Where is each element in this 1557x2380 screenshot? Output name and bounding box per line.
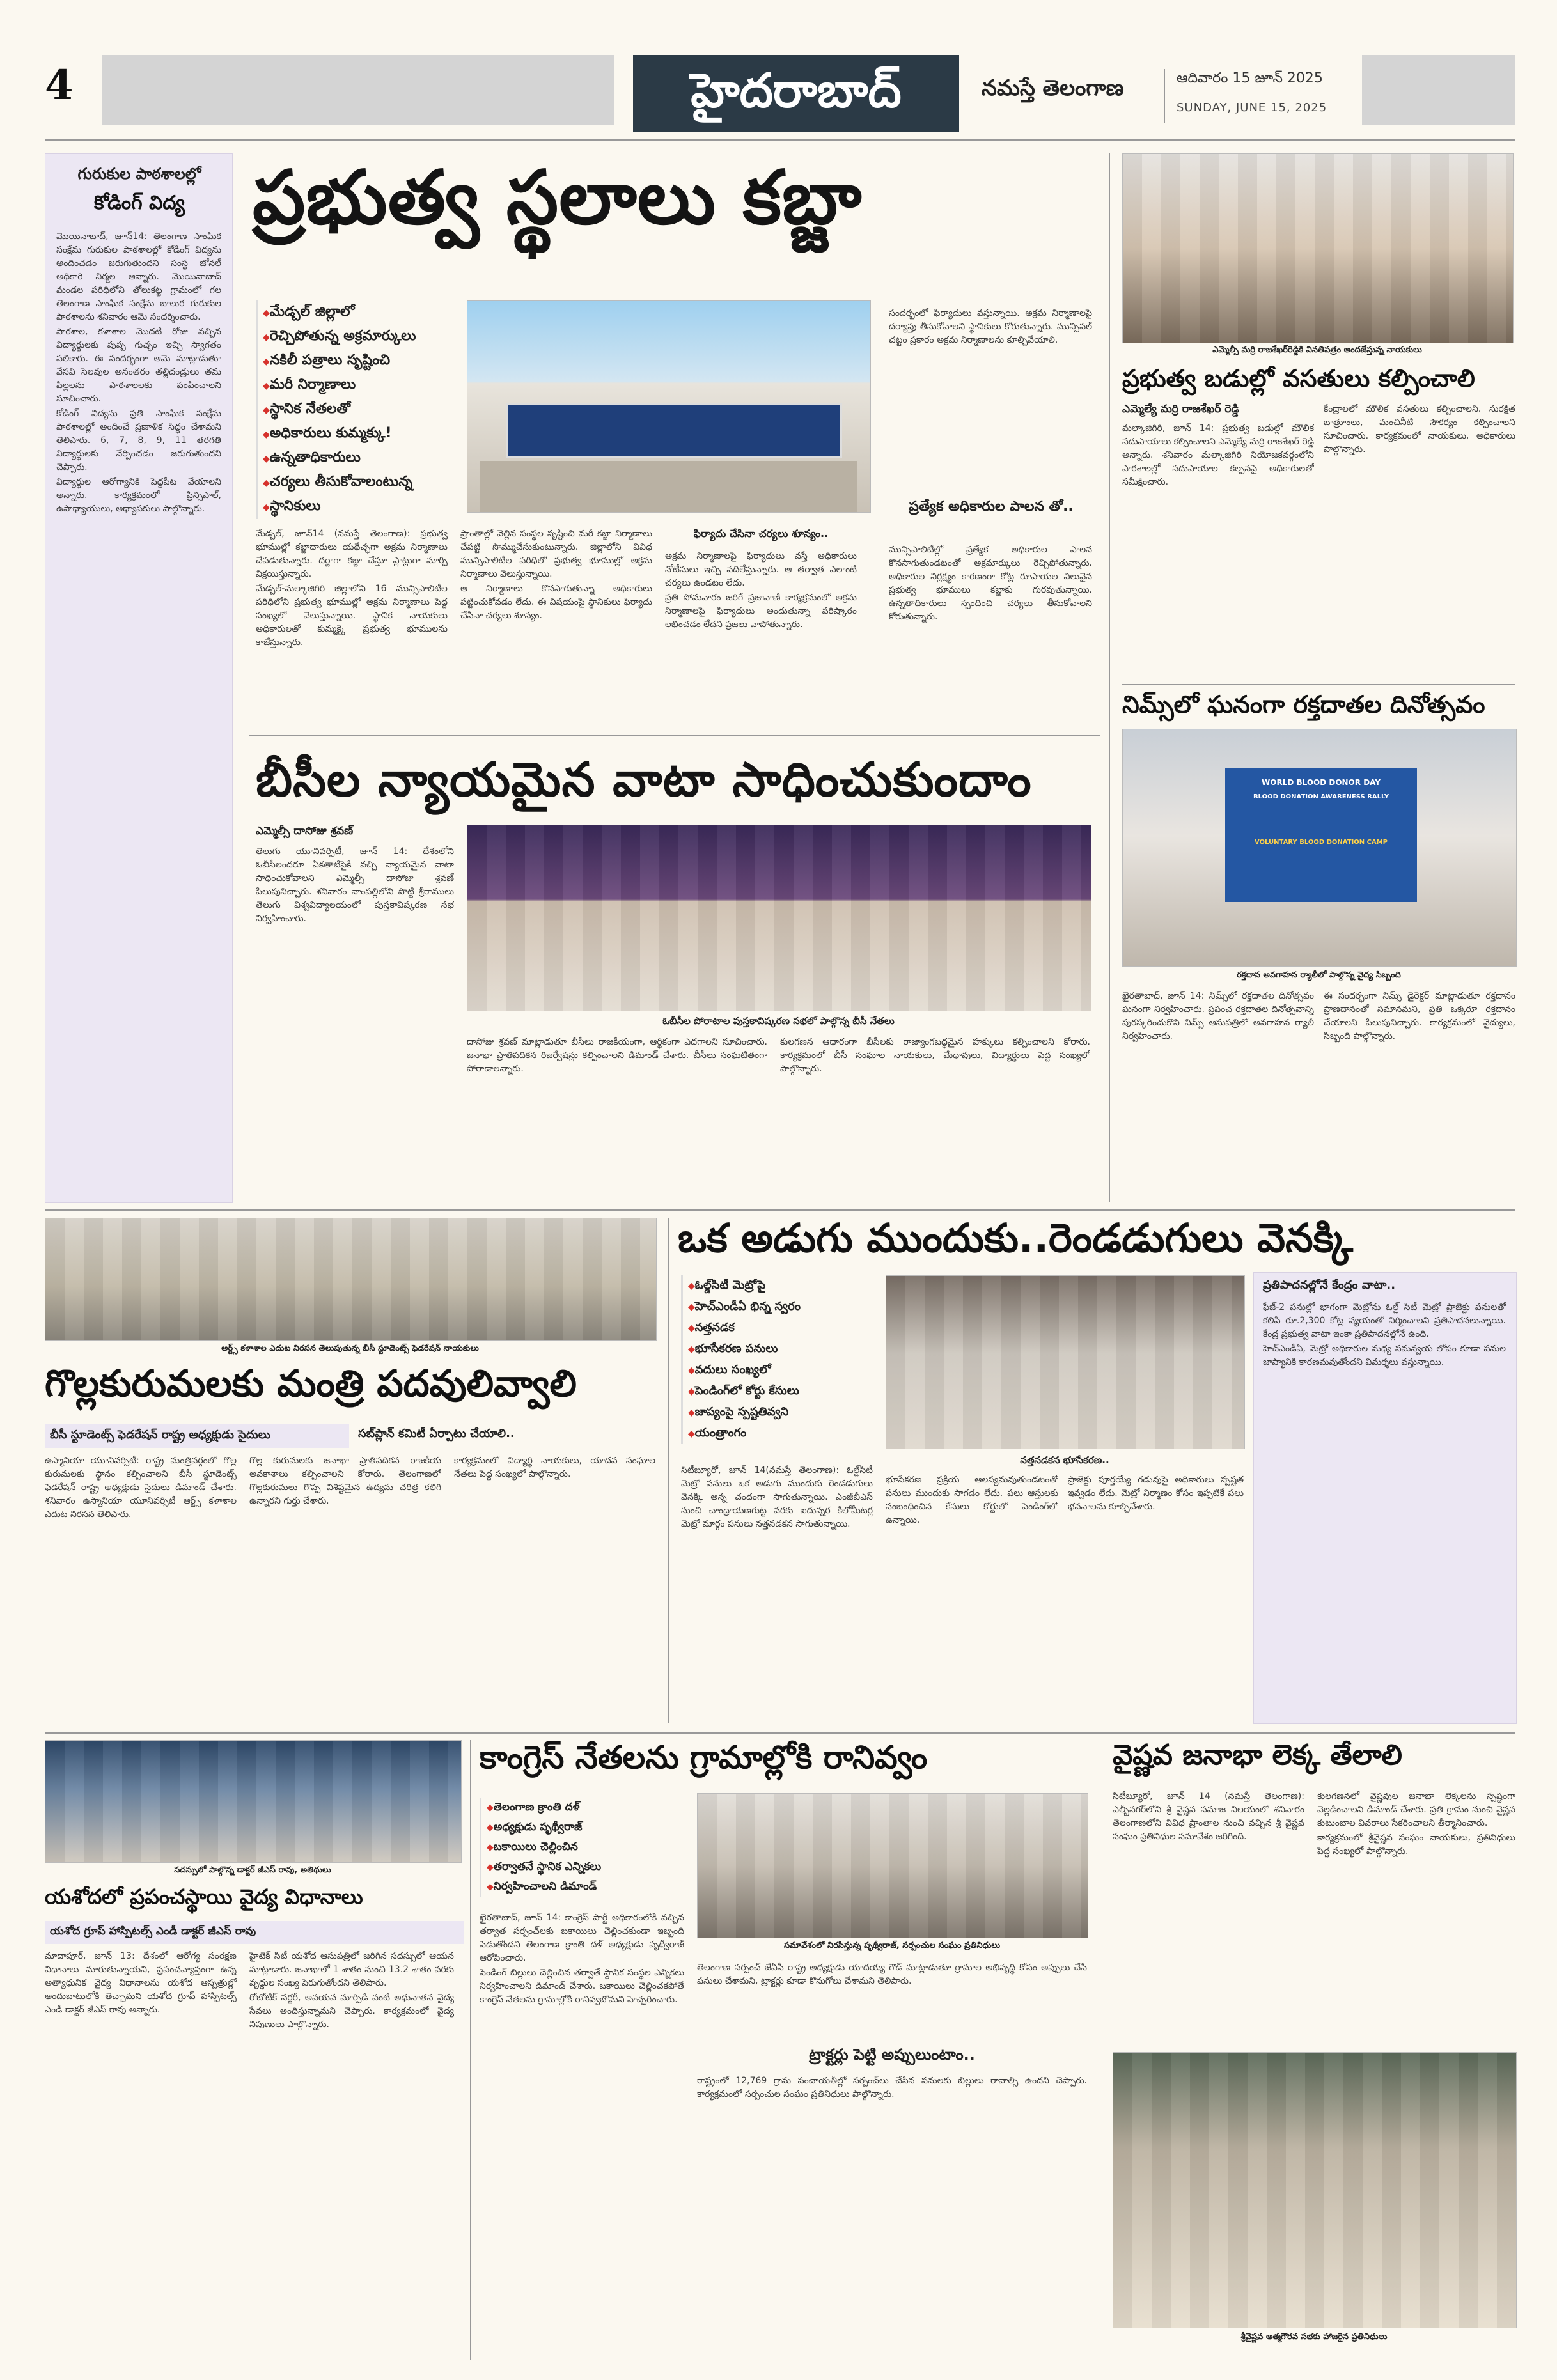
story7-para: సిటీబ్యూరో, జూన్ 14 (నమస్తే తెలంగాణ): ఎల్బీనగర్‌లోని శ్రీ వైష్ణవ సమాజ నిలయంలో శనివారం తెలంగాణలోని వివిధ ప్రాంతాల నుంచి వచ్చిన శ్రీ వైష్ణవ సంఘం ప్రతినిధుల సమావేశం జరిగింది. <box>1113 1791 1304 1842</box>
story1-para: ఆ నిర్మాణాలు కొనసాగుతున్నా అధికారులు పట్టించుకోవడం లేదు. ఈ విషయంపై స్థానికులు ఫిర్యాదు చేసినా చర్యలు శూన్యం. <box>460 584 652 621</box>
story5-headline: యశోదలో ప్రపంచస్థాయి వైద్య విధానాలు <box>45 1885 363 1909</box>
story6-bullet: ◆ బకాయిలు చెల్లించిన <box>487 1837 691 1857</box>
petition-group <box>1123 154 1513 343</box>
date-english: SUNDAY, JUNE 15, 2025 <box>1177 101 1327 114</box>
building-sign <box>506 403 842 458</box>
story6-bullet: ◆ తెలంగాణ క్రాంతి దళ్ <box>487 1798 691 1817</box>
rally-banner <box>1225 768 1417 902</box>
sarpanch-meet-photo <box>697 1793 1088 1938</box>
story4-para: భూసేకరణ ప్రక్రియ ఆలస్యమవుతుండటంతో పనులు ముందుకు సాగడం లేదు. పలు ఆస్తులకు సంబంధించిన కేసులు కోర్టులో పెండింగ్‌లో ఉన్నాయి. <box>886 1475 1058 1525</box>
story3-byline: బీసీ స్టూడెంట్స్ ఫెడరేషన్ రాష్ట్ర అధ్యక్షుడు సైదులు <box>45 1424 349 1448</box>
right-column-divider <box>1109 153 1110 1202</box>
story4-bullet: ◆ హెచ్ఎండీఏ భిన్న స్వరం <box>688 1296 880 1318</box>
left-column-para: కోడింగ్ విద్యను ప్రతి సాంఘిక సంక్షేమ పాఠశాలల్లో అందించే ప్రణాళిక సిద్ధం చేశామని తెలిపారు. 6, 7, 8, 9, 11 తరగతి విద్యార్థులకు నేర్పించడం జరుగుతుందని చెప్పారు. <box>56 408 221 472</box>
date-telugu: ఆదివారం 15 జూన్ 2025 <box>1177 70 1323 86</box>
story4-sidebar-para: హెచ్ఎండీఏ, మెట్రో అధికారుల మధ్య సమన్వయ లోపం కూడా పనుల జాప్యానికి కారణమవుతోందని విమర్శలు వస్తున్నాయి. <box>1263 1344 1506 1367</box>
banner-line: VOLUNTARY BLOOD DONATION CAMP <box>1254 839 1388 846</box>
story1-bullets <box>256 300 455 519</box>
story1-para: ప్రాంతాల్లో వెల్లిన సంస్థల సృష్టించి మరీ కబ్జా నిర్మాణాలు చేపట్టి సొమ్ముచేసుకుంటున్నారు. జిల్లాలోని వివిధ మున్సిపాలిటీల పరిధిలో ప్రభుత్వ భూముల్లో అక్రమ నిర్మాణాలు వెలుస్తున్నాయి. <box>460 529 652 579</box>
left-column-para: మొయినాబాద్, జూన్14: తెలంగాణ సాంఘిక సంక్షేమ గురుకుల పాఠశాలల్లో కోడింగ్ విద్యను అందించడం జరుగుతుందని సంస్థ జోనల్ అధికారి నిర్మల ఆన్నారు. మొయినాబాద్ మండల పరిధిలోని తోలుకట్ట గ్రామంలో గల తెలంగాణ సాంఘిక సంక్షేమ బాలుర గురుకుల పాఠశాలను శనివారం ఆమె సందర్శించారు. <box>56 231 221 322</box>
story6-para: పెండింగ్ బిల్లులు చెల్లించిన తర్వాతే స్థానిక సంస్థల ఎన్నికలు నిర్వహించాలని డిమాండ్ చేశారు. బకాయిలు చెల్లించకపోతే కాంగ్రెస్ నేతలను గ్రామాల్లోకి రానివ్వబోమని హెచ్చరించారు. <box>480 1968 684 2005</box>
book-launch-photo <box>467 825 1091 1011</box>
story1-bullet: ◆ చర్యలు తీసుకోవాలంటున్న <box>263 471 455 495</box>
story2-body-3 <box>780 1036 1090 1203</box>
story4-para: ప్రాజెక్టు పూర్తయ్యే గడువుపై అధికారులు స్పష్టత ఇవ్వడం లేదు. మెట్రో నిర్మాణం కోసం ఇప్పటికే పలు భవనాలను కూల్చివేశారు. <box>1068 1475 1244 1512</box>
right-top-headline: ప్రభుత్వ బడుల్లో వసతులు కల్పించాలి <box>1122 364 1475 393</box>
story4-sidebar-para: ఫేజ్-2 పనుల్లో భాగంగా మెట్రోను ఓల్డ్ సిటీ మెట్రో ప్రాజెక్టు పనులతో కలిపి రూ.2,300 కోట్ల వ్యయంతో నిర్మించాలని ప్రతిపాదనలున్నాయి. కేంద్ర ప్రభుత్వ వాటా ఇంకా ప్రతిపాదనల్లోనే ఉంది. <box>1263 1302 1506 1339</box>
story4-bullet: ◆ భూసేకరణ పనులు <box>688 1339 880 1360</box>
story1-bullet: ◆ స్థానిక నేతలతో <box>263 398 455 422</box>
story4-body-1 <box>681 1464 873 1723</box>
story1-bullet: ◆ నకిలీ పత్రాలు సృష్టించి <box>263 349 455 373</box>
metro-event-photo <box>886 1275 1245 1449</box>
story1-body-3 <box>665 550 857 726</box>
story1-para: ప్రతి సోమవారం జరిగే ప్రజావాణి కార్యక్రమంలో అక్రమ నిర్మాణాలపై ఫిర్యాదులు అందుతున్నా పరిష్కారం లభించడం లేదని ప్రజలు వాపోతున్నారు. <box>665 593 857 630</box>
story3-body-2 <box>249 1454 441 1723</box>
right-mid-headline: నిమ్స్‌లో ఘనంగా రక్తదాతల దినోత్సవం <box>1122 690 1485 719</box>
page-number: 4 <box>45 61 74 109</box>
story2-body-1 <box>256 845 454 1203</box>
story7-body-2 <box>1317 1790 1515 2042</box>
story1-para: అక్రమ నిర్మాణాలపై ఫిర్యాదులు వస్తే అధికారులు నోటీసులు ఇచ్చి వదిలేస్తున్నారు. ఆ తర్వాత ఎలాంటి చర్యలు ఉండటం లేదు. <box>665 551 857 588</box>
story4-bullet: ◆ యంత్రాంగం <box>688 1423 880 1444</box>
story2-para: తెలుగు యూనివర్సిటీ, జూన్ 14: దేశంలోని ఓబీసీలందరూ ఏకతాటిపైకి వచ్చి న్యాయమైన వాటా సాధించుకోవాలని ఎమ్మెల్సీ దాసోజు శ్రవణ్ పిలుపునిచ్చారు. శనివారం నాంపల్లిలోని పొట్టి శ్రీరాములు తెలుగు విశ్వవిద్యాలయంలో పుస్తకావిష్కరణ సభ నిర్వహించారు. <box>256 846 454 924</box>
story2-headline: బీసీల న్యాయమైన వాటా సాధించుకుందాం <box>256 752 1032 807</box>
banner-line: BLOOD DONATION AWARENESS RALLY <box>1253 793 1389 800</box>
story6-para: తెలంగాణ సర్పంచ్ జేఏసీ రాష్ట్ర అధ్యక్షుడు యాదయ్య గౌడ్ మాట్లాడుతూ గ్రామాల అభివృద్ధి కోసం అప్పులు చేసి పనులు చేశామని, ట్రాక్టర్లు కూడా కొనుగోలు చేశామని తెలిపారు. <box>697 1963 1087 1986</box>
story1-bullet: ◆ రెచ్చిపోతున్న అక్రమార్కులు <box>263 325 455 349</box>
vaishnava-meet-photo <box>1113 2052 1517 2328</box>
story3-body-1 <box>45 1454 237 1723</box>
blood-rally-photo <box>1122 729 1517 967</box>
story7-body-1 <box>1113 1790 1304 2042</box>
story3-para: గొల్ల కురుమలకు జనాభా ప్రాతిపదికన రాజకీయ అవకాశాలు కల్పించాలని కోరారు. తెలంగాణలో గొల్లకురుమలు గొప్ప విశిష్టమైన ఉద్యమ చరిత్ర కలిగి ఉన్నారని గుర్తు చేశారు. <box>249 1456 441 1506</box>
story4-body-2 <box>886 1474 1058 1723</box>
left-column-body <box>56 230 221 1189</box>
masthead-band <box>102 55 614 125</box>
story4-bullet: ◆ పెండింగ్‌లో కోర్టు కేసులు <box>688 1381 880 1402</box>
story2-body-2 <box>467 1036 767 1203</box>
left-column-para: పాఠశాల, కళాశాల మొదటి రోజు వచ్చిన విద్యార్థులకు పుష్ప గుచ్ఛం ఇచ్చి స్వాగతం పలికారు. ఈ సందర్భంగా ఆమె మాట్లాడుతూ వేసవి సెలవుల అనంతరం తల్లిదండ్రులు తమ పిల్లలను పాఠశాలలకు పంపించాలని సూచించారు. <box>56 327 221 404</box>
story1-bullet: ◆ స్థానికులు <box>263 495 455 519</box>
story4-headline: ఒక అడుగు ముందుకు..రెండడుగులు వెనక్కి <box>678 1215 1353 1261</box>
right-mid-body-1 <box>1122 990 1314 1201</box>
story6-caption: సమావేశంలో నిరసిస్తున్న పృథ్వీరాజ్, సర్పంచుల సంఘం ప్రతినిధులు <box>784 1941 1000 1950</box>
protest-group <box>45 1218 656 1340</box>
story4-para: సిటీబ్యూరో, జూన్ 14(నమస్తే తెలంగాణ): ఓల్డ్‌సిటీ మెట్రో పనులు ఒక అడుగు ముందుకు రెండడుగులు వెనక్కి అన్న చందంగా సాగుతున్నాయి. ఎంజీబీఎస్ నుంచి చాంద్రాయణగుట్ట వరకు ఐదున్నర కిలోమీటర్ల మెట్రో మార్గం పనులు నత్తనడకన సాగుతున్నాయి. <box>681 1465 873 1529</box>
story4-bullet: ◆ జాప్యంపై స్పష్టతివ్వని <box>688 1402 880 1423</box>
story7-para: కులగణనలో వైష్ణవుల జనాభా లెక్కలను స్పష్టంగా వెల్లడించాలని డిమాండ్ చేశారు. ప్రతి గ్రామం నుంచి వైష్ణవ కుటుంబాల వివరాలు సేకరించాలని తీర్మానించారు. <box>1317 1791 1515 1828</box>
story3-para: కార్యక్రమంలో విద్యార్థి నాయకులు, యాదవ సంఘాల నేతలు పెద్ద సంఖ్యలో పాల్గొన్నారు. <box>454 1456 655 1479</box>
story1-para: సందర్భంలో ఫిర్యాదులు వస్తున్నాయి. అక్రమ నిర్మాణాలపై దర్యాప్తు తీసుకోవాలని స్థానికులు కోరుతున్నారు. మున్సిపల్ చట్టం ప్రకారం అక్రమ నిర్మాణాలను కూల్చివేయాలి. <box>889 308 1092 345</box>
story6-para: రాష్ట్రంలో 12,769 గ్రామ పంచాయతీల్లో సర్పంచ్‌లు చేసిన పనులకు బిల్లులు రావాల్సి ఉందని చెప్పారు. కార్యక్రమంలో సర్పంచుల సంఘం ప్రతినిధులు పాల్గొన్నారు. <box>697 2076 1087 2099</box>
story1-body-2 <box>460 527 652 726</box>
story6-body-2 <box>697 1961 1087 2038</box>
story1-para: మేడ్చల్-మల్కాజిగిరి జిల్లాలోని 16 మున్సిపాలిటీల పరిధిలోని ప్రభుత్వ భూముల్లో అక్రమ నిర్మాణాలు పెద్ద సంఖ్యలో వెలుస్తున్నాయి. స్థానిక నాయకులు అధికారులతో కుమ్మక్కై ప్రభుత్వ భూములను కాజేస్తున్నారు. <box>256 584 448 648</box>
story4-bullets <box>681 1275 880 1444</box>
right-top-byline: ఎమ్మెల్యే మర్రి రాజశేఖర్ రెడ్డి <box>1122 403 1240 416</box>
left-column-headline: కోడింగ్ విద్య <box>93 192 185 214</box>
story5-para: రోబోటిక్ సర్జరీ, అవయవ మార్పిడి వంటి అధునాతన వైద్య సేవలు అందిస్తున్నామని చెప్పారు. కార్యక్రమంలో వైద్య నిపుణులు పాల్గొన్నారు. <box>249 1993 454 2030</box>
story2-byline: ఎమ్మెల్సీ దాసోజు శ్రవణ్ <box>256 825 354 837</box>
municipal-office-photo <box>467 300 871 513</box>
sarpanch-speakers <box>698 1794 1088 1938</box>
story1-body-1 <box>256 527 448 726</box>
masthead-divider <box>1164 69 1165 123</box>
story4-bullet: ◆ నత్తనడక <box>688 1318 880 1339</box>
left-column-para: విద్యార్థుల ఆరోగ్యానికి పెద్దపీట వేయాలని అన్నారు. కార్యక్రమంలో ప్రిన్సిపాల్, ఉపాధ్యాయులు, అధ్యాపకులు పాల్గొన్నారు. <box>56 477 221 514</box>
upper-half-rule <box>45 1209 1515 1211</box>
story1-bullet: ◆ అధికారులు కుమ్మక్కు! <box>263 422 455 446</box>
story3-para: ఉస్మానియా యూనివర్సిటీ: రాష్ట్ర మంత్రివర్గంలో గొల్ల కురుమలకు స్థానం కల్పించాలని బీసీ స్టూడెంట్స్ ఫెడరేషన్ రాష్ట్ర అధ్యక్షుడు సైదులు డిమాండ్ చేశారు. శనివారం ఉస్మానియా యూనివర్సిటీ ఆర్ట్స్ కళాశాల ఎదుట నిరసన తెలిపారు. <box>45 1456 237 1520</box>
story3-body-3 <box>454 1454 655 1723</box>
masthead-underline <box>45 139 1515 141</box>
book-launch-people <box>467 825 1091 1011</box>
masthead-band-right <box>1362 55 1515 125</box>
story1-bullet: ◆ మేడ్చల్ జిల్లాలో <box>263 300 455 325</box>
yashoda-event-photo <box>45 1740 462 1863</box>
story4-body-3 <box>1068 1474 1244 1723</box>
right-mid-caption: రక్తదాన అవగాహన ర్యాలీలో పాల్గొన్న వైద్య సిబ్బంది <box>1237 970 1401 980</box>
story4-bullet: ◆ వదులు సంఖ్యలో <box>688 1360 880 1381</box>
story7-headline: వైష్ణవ జనాభా లెక్క తేలాలి <box>1113 1739 1402 1771</box>
story1-bullet: ◆ ఉన్నతాధికారులు <box>263 446 455 471</box>
story5-para: హైటెక్ సిటీ యశోద ఆసుపత్రిలో జరిగిన సదస్సులో ఆయన మాట్లాడారు. జనాభాలో 1 శాతం నుంచి 13.2 శాతం వరకు వృద్ధుల సంఖ్య పెరుగుతోందని తెలిపారు. <box>249 1951 454 1988</box>
section-title: హైదరాబాద్ <box>633 55 959 132</box>
story5-body-1 <box>45 1950 237 2353</box>
students-protest-photo <box>45 1218 657 1341</box>
story7-para: కార్యక్రమంలో శ్రీవైష్ణవ సంఘం నాయకులు, ప్రతినిధులు పెద్ద సంఖ్యలో పాల్గొన్నారు. <box>1317 1833 1515 1856</box>
right-top-body-2 <box>1324 403 1515 678</box>
story1-body-5 <box>889 543 1092 726</box>
story6-body-1 <box>480 1911 684 2353</box>
story6-bullet: ◆ తర్వాతనే స్థానిక ఎన్నికలు <box>487 1857 691 1877</box>
story1-bottom-rule <box>249 735 1100 736</box>
story6-subhead: ట్రాక్టర్లు పెట్టి అప్పులుంటాం.. <box>809 2046 975 2064</box>
right-top-para: కేంద్రాలలో మౌలిక వసతులు కల్పించాలని. సురక్షిత బాత్రూంలు, మంచినీటి సౌకర్యం కల్పించాలని సూచించారు. కార్యక్రమంలో నాయకులు, అధికారులు పాల్గొన్నారు. <box>1324 404 1515 455</box>
story5-body-2 <box>249 1950 454 2353</box>
story1-para: మేడ్చల్, జూన్14 (నమస్తే తెలంగాణ): ప్రభుత్వ భూముల్లో కబ్జాదారులు యథేచ్ఛగా అక్రమ నిర్మాణాలు చేపడుతున్నారు. దర్జాగా కబ్జా చేస్తూ ప్లాట్లుగా మార్చి విక్రయిస్తున్నారు. <box>256 529 448 579</box>
story1-para: మున్సిపాలిటీల్లో ప్రత్యేక అధికారుల పాలన కొనసాగుతుండటంతో అక్రమార్కులు రెచ్చిపోతున్నారు. అధికారుల నిర్లక్ష్యం కారణంగా కోట్ల రూపాయల విలువైన ప్రభుత్వ భూములు కబ్జాకు గురవుతున్నాయి. ఉన్నతాధికారులు స్పందించి చర్యలు తీసుకోవాలని కోరుతున్నారు. <box>889 545 1092 622</box>
right-top-body-1 <box>1122 422 1314 678</box>
mla-petition-photo <box>1122 153 1514 343</box>
story1-bullet: ◆ మరీ నిర్మాణాలు <box>263 373 455 398</box>
story7-caption: శ్రీవైష్ణవ ఆత్మగౌరవ సభకు హాజరైన ప్రతినిధులు <box>1240 2332 1388 2342</box>
story6-bullets <box>480 1798 691 1897</box>
story2-para: దాసోజు శ్రవణ్ మాట్లాడుతూ బీసీలు రాజకీయంగా, ఆర్థికంగా ఎదగాలని సూచించారు. జనాభా ప్రాతిపదికన రిజర్వేషన్లు కల్పించాలని డిమాండ్ చేశారు. బీసీలు సంఘటితంగా పోరాడాలన్నారు. <box>467 1037 767 1074</box>
story5-byline: యశోద గ్రూప్ హాస్పిటల్స్ ఎండీ డాక్టర్ జీఎస్ రావు <box>45 1921 464 1944</box>
lower-band-rule <box>45 1732 1515 1734</box>
story1-subhead-2: ప్రత్యేక అధికారుల పాలన తో.. <box>909 499 1074 515</box>
story4-sidebar-body <box>1263 1301 1506 1716</box>
story6-bullet: ◆ అధ్యక్షుడు పృథ్వీరాజ్ <box>487 1817 691 1837</box>
story6-para: ఖైరతాబాద్, జూన్ 14: కాంగ్రెస్ పార్టీ అధికారంలోకి వచ్చిన తర్వాత సర్పంచ్‌లకు బకాయిలు చెల్లించకుండా ఇబ్బంది పెడుతోందని తెలంగాణ క్రాంతి దళ్ అధ్యక్షుడు పృథ్వీరాజ్ ఆరోపించారు. <box>480 1913 684 1963</box>
vaishnava-crowd <box>1113 2053 1516 2328</box>
left-column-kicker: గురుకుల పాఠశాలల్లో <box>77 165 201 183</box>
metro-event-people <box>886 1276 1244 1449</box>
story5-para: మాదాపూర్, జూన్ 13: దేశంలో ఆరోగ్య సంరక్షణ విధానాలు మారుతున్నాయని, ప్రపంచవ్యాప్తంగా ఉన్న అత్యాధునిక వైద్య విధానాలను యశోద ఆస్పత్రుల్లో అందుబాటులోకి తెచ్చామని యశోద గ్రూప్ హాస్పిటల్స్ ఎండీ డాక్టర్ జీఎస్ రావు అన్నారు. <box>45 1951 237 2015</box>
right-mid-body-2 <box>1324 990 1515 1201</box>
story4-sidebar-headline: ప్రతిపాదనల్లోనే కేంద్రం వాటా.. <box>1263 1279 1396 1292</box>
story1-body-4 <box>889 307 1092 492</box>
building-facade <box>480 461 857 512</box>
right-top-para: మల్కాజిగిరి, జూన్ 14: ప్రభుత్వ బడుల్లో మౌలిక సదుపాయాలు కల్పించాలని ఎమ్మెల్యే మర్రి రాజశేఖర్ రెడ్డి అన్నారు. శనివారం మల్కాజిగిరి నియోజకవర్గంలోని పాఠశాలల్లో సదుపాయాల కల్పనపై అధికారులతో సమీక్షించారు. <box>1122 423 1314 487</box>
right-top-rule <box>1122 684 1515 685</box>
yashoda-guests <box>45 1741 461 1862</box>
story3-divider <box>668 1218 669 1723</box>
right-mid-para: ఈ సందర్భంగా నిమ్స్ డైరెక్టర్ మాట్లాడుతూ రక్తదానం ప్రాణదానంతో సమానమని, ప్రతి ఒక్కరూ రక్తదానం చేయాలని పిలుపునిచ్చారు. కార్యక్రమంలో వైద్యులు, సిబ్బంది పాల్గొన్నారు. <box>1324 991 1515 1041</box>
right-mid-para: ఖైరతాబాద్, జూన్ 14: నిమ్స్‌లో రక్తదాతల దినోత్సవం ఘనంగా నిర్వహించారు. ప్రపంచ రక్తదాతల దినోత్సవాన్ని పురస్కరించుకొని నిమ్స్ ఆసుపత్రిలో అవగాహన ర్యాలీ నిర్వహించారు. <box>1122 991 1314 1041</box>
story1-headline: ప్రభుత్వ స్థలాలు కబ్జా <box>253 155 863 241</box>
story6-body-3 <box>697 2074 1087 2353</box>
story3-caption: అర్ట్స్ కళాశాల ఎదుట నిరసన తెలుపుతున్న బీసీ స్టూడెంట్స్ ఫెడరేషన్ నాయకులు <box>221 1344 479 1353</box>
story2-para: కులగణన ఆధారంగా బీసీలకు రాజ్యాంగబద్ధమైన హక్కులు కల్పించాలని కోరారు. కార్యక్రమంలో బీసీ సంఘాల నాయకులు, మేధావులు, విద్యార్థులు పెద్ద సంఖ్యలో పాల్గొన్నారు. <box>780 1037 1090 1074</box>
story6-headline: కాంగ్రెస్ నేతలను గ్రామాల్లోకి రానివ్వం <box>480 1739 928 1776</box>
story6-bullet: ◆ నిర్వహించాలని డిమాండ్ <box>487 1877 691 1897</box>
story4-caption: నత్తనడకన భూసేకరణ.. <box>1020 1454 1109 1466</box>
story2-photo-caption: ఓబీసీల పోరాటాల పుస్తకావిష్కరణ సభలో పాల్గొన్న బీసీ నేతలు <box>662 1015 895 1027</box>
story4-bullet: ◆ ఓల్డ్‌సిటీ మెట్రోపై <box>688 1275 880 1296</box>
story3-subhead: సబ్‌ప్లాన్ కమిటీ ఏర్పాటు చేయాలి.. <box>358 1427 515 1440</box>
story5-caption: సదస్సులో పాల్గొన్న డాక్టర్ జీఎస్ రావు, అతిథులు <box>174 1865 331 1875</box>
story5-divider <box>470 1740 471 2360</box>
story3-headline: గొల్లకురుమలకు మంత్రి పదవులివ్వాలి <box>45 1362 577 1405</box>
right-top-caption: ఎమ్మెల్సీ మర్రి రాజశేఖర్‌రెడ్డికి వినతిపత్రం అందజేస్తున్న నాయకులు <box>1212 345 1422 355</box>
paper-name: నమస్తే తెలంగాణ <box>982 75 1124 101</box>
story1-subhead-1: ఫిర్యాదు చేసినా చర్యలు శూన్యం.. <box>693 527 829 540</box>
banner-line: WORLD BLOOD DONOR DAY <box>1262 778 1381 787</box>
